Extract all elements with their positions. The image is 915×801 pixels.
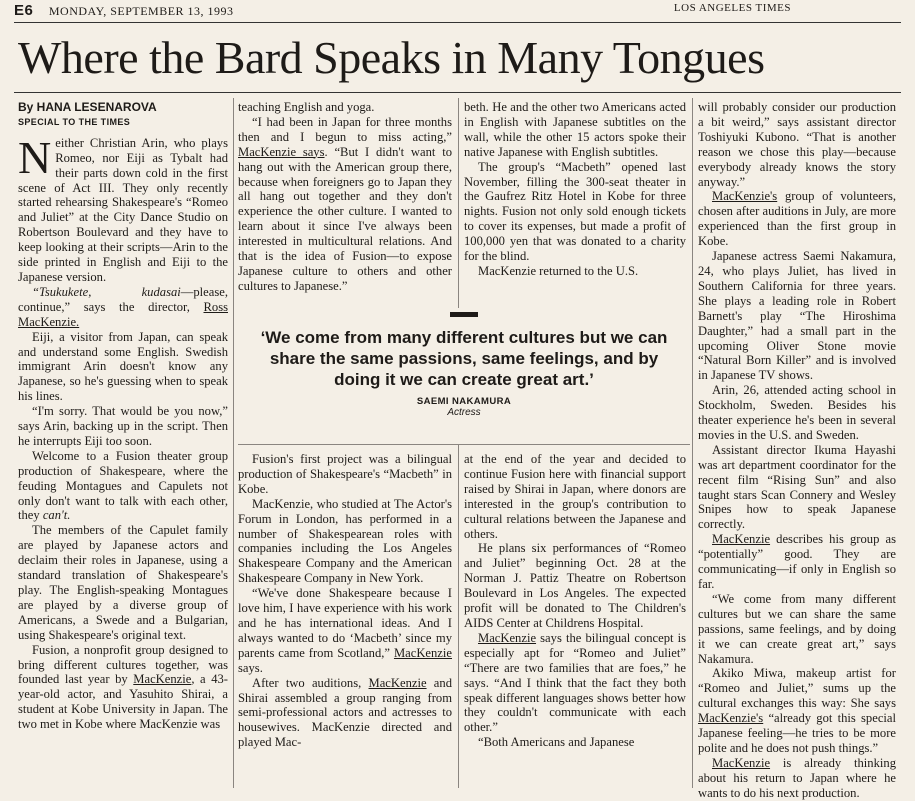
- paragraph: Japanese actress Saemi Nakamura, 24, who plays Juliet, has lived in Southern California for three years. She plays a leading role in Robert Barnett's play “The Hiroshima Daughter,” had a small part in the upcoming Oliver Stone movie “Natural Born Killer” and is involved in Japanese TV shows.: [698, 249, 896, 383]
- page-header: [14, 2, 901, 24]
- article-column-3-bottom: [464, 452, 686, 792]
- paragraph: “We've done Shakespeare because I love him, I have experience with his work and he has international ideas. And I always wanted to do ‘Macbeth’ since my parents came from Scotland,” MacKenzie says.: [238, 586, 452, 675]
- paragraph: “Tsukukete, kudasai—please, continue,” says the director, Ross MacKenzie.: [18, 284, 228, 329]
- article-column-2-top: [238, 100, 452, 308]
- headline: Where the Bard Speaks in Many Tongues: [18, 32, 765, 83]
- paragraph: MacKenzie's group of volunteers, chosen after auditions in July, are more experienced than the first group in Kobe.: [698, 189, 896, 249]
- pull-quote: [238, 312, 690, 440]
- byline-affiliation: SPECIAL TO THE TIMES: [18, 116, 131, 127]
- paragraph: “I had been in Japan for three months then and I begun to miss acting,” MacKenzie says. “But I didn't want to hang out with the American group there, because when foreigners go to Japan they all hang out together and they don't experience the other culture. I wanted to learn about it since I've always been interested in multicultural relations. And that is the idea of Fusion—to expose Japanese culture to others and other cultures to Japanese.”: [238, 114, 452, 293]
- paragraph: “I'm sorry. That would be you now,” says Arin, backing up in the script. Then he interrupts Eiji too soon.: [18, 404, 228, 448]
- column-rule: [458, 445, 459, 788]
- paragraph: teaching English and yoga.: [238, 100, 375, 114]
- paragraph: Fusion, a nonprofit group designed to bring different cultures together, was founded last year by MacKenzie, a 43-year-old actor, and Yasuhito Shirai, a student at Kobe University in Japan. The two met in Kobe where MacKenzie was: [18, 642, 228, 732]
- issue-date: MONDAY, SEPTEMBER 13, 1993: [48, 4, 234, 18]
- pull-quote-source: SAEMI NAKAMURA: [416, 396, 512, 407]
- byline: By HANA LESENAROVA: [18, 100, 157, 114]
- article-column-1: [18, 100, 228, 790]
- paragraph: MacKenzie is already thinking about his return to Japan where he wants to do his next production.: [698, 755, 896, 800]
- newspaper-name: LOS ANGELES TIMES: [673, 2, 791, 14]
- paragraph: beth. He and the other two Americans acted in English with Japanese subtitles on the wall, while the other 15 actors spoke their native Japanese with English subtitles.: [464, 100, 686, 159]
- paragraph: MacKenzie returned to the U.S.: [478, 263, 639, 278]
- paragraph: The members of the Capulet family are played by Japanese actors and declaim their roles in Japanese, using a standard translation of Shakespeare's play. The English-speaking Montagues are played by a diverse group of Americans, a Swede and a Bulgarian, using Shakespeare's original text.: [18, 523, 228, 642]
- headline-rule: [14, 92, 901, 93]
- paragraph: MacKenzie says the bilingual concept is especially apt for “Romeo and Juliet” “There are two families that are foes,” he says. “And I think that the fact they both speak different languages shows better how they couldn't communicate with each other.”: [464, 630, 686, 735]
- paragraph: MacKenzie, who studied at The Actor's Forum in London, has performed in a number of Shakespearean roles with companies including the Los Angeles Shakespeare Company and the American Shakespeare Company in New York.: [238, 496, 452, 586]
- pull-quote-bar: [450, 312, 478, 317]
- page-number: E6: [14, 2, 34, 19]
- paragraph: “Both Americans and Japanese: [478, 735, 635, 750]
- article-column-2-bottom: [238, 452, 452, 792]
- paragraph: Arin, 26, attended acting school in Stockholm, Sweden. Besides his theater experience he's been in several movies in the U.S. and Sweden.: [698, 383, 896, 442]
- paragraph: MacKenzie describes his group as “potentially” good. They are communicating—if only in English so far.: [698, 532, 896, 591]
- paragraph: Akiko Miwa, makeup artist for “Romeo and Juliet,” sums up the cultural exchanges this way: She says MacKenzie's “already got this special Japanese feeling—he tries to be more polite and he does not push things.”: [698, 666, 896, 755]
- paragraph: The group's “Macbeth” opened last November, filling the 300-seat theater in the Gaufrez Ritz Hotel in Kobe for three nights. Fusion not only sold enough tickets to cover its expenses, but made a profit of 100,000 yen that was donated to a charity for the blind.: [464, 159, 686, 264]
- drop-cap: N: [18, 131, 52, 183]
- pull-quote-text: ‘We come from many different cultures but we can share the same passions, same feelings, and by doing it we can create great art.’: [260, 328, 668, 389]
- paragraph: “We come from many different cultures but we can share the same passions, same feelings, and by doing it we can create great art,” says Nakamura.: [698, 591, 896, 666]
- paragraph: He plans six performances of “Romeo and Juliet” beginning Oct. 28 at the Norman J. Pattiz Theatre on Robertson Boulevard in Los Angeles. The expected profit will be donated to The Children's AIDS Center at Childrens Hospital.: [464, 541, 686, 630]
- paragraph: at the end of the year and decided to continue Fusion here with financial support raised by Shirai in Japan, where donors are interested in the group's contribution to cultural relations between the Japanese and others.: [464, 452, 686, 541]
- paragraph: will probably consider our production a bit weird,” says assistant director Toshiyuki Kubono. “That is another reason we chose this play—because everybody already knows the story anyway.”: [698, 100, 896, 189]
- paragraph: After two auditions, MacKenzie and Shirai assembled a group ranging from semi-professional actors and actresses to housewives. MacKenzie directed and played Mac-: [238, 675, 452, 750]
- paragraph: Fusion's first project was a bilingual production of Shakespeare's “Macbeth” in Kobe.: [238, 452, 452, 496]
- paragraph: Welcome to a Fusion theater group production of Shakespeare, where the feuding Montagues and Capulets not only don't want to talk with each other, they can't.: [18, 448, 228, 523]
- paragraph: Eiji, a visitor from Japan, can speak and understand some English. Swedish immigrant Arin doesn't know any Japanese, so he's guessing when to speak his lines.: [18, 329, 228, 404]
- article-column-4: [698, 100, 896, 800]
- article-column-3-top: [464, 100, 686, 308]
- paragraph: Neither Christian Arin, who plays Romeo, nor Eiji as Tybalt had their parts down cold in the first scene of Act III. They only recently started rehearsing Shakespeare's “Romeo and Juliet” at the City Dance Studio on Robertson Boulevard and they have to keep looking at their scripts—Arin to the side printed in English and Eiji to the Japanese version.: [18, 131, 228, 284]
- column-rule: [692, 98, 693, 788]
- pull-quote-rule: [238, 444, 690, 445]
- column-rule: [458, 98, 459, 308]
- paragraph: Assistant director Ikuma Hayashi was art department coordinator for the recent film “Rising Sun” and also taught stars Scan Connery and Wesley Snipes how to speak Japanese correctly.: [698, 442, 896, 532]
- pull-quote-role: Actress: [447, 407, 481, 418]
- header-rule: [14, 22, 901, 23]
- column-rule: [233, 98, 234, 788]
